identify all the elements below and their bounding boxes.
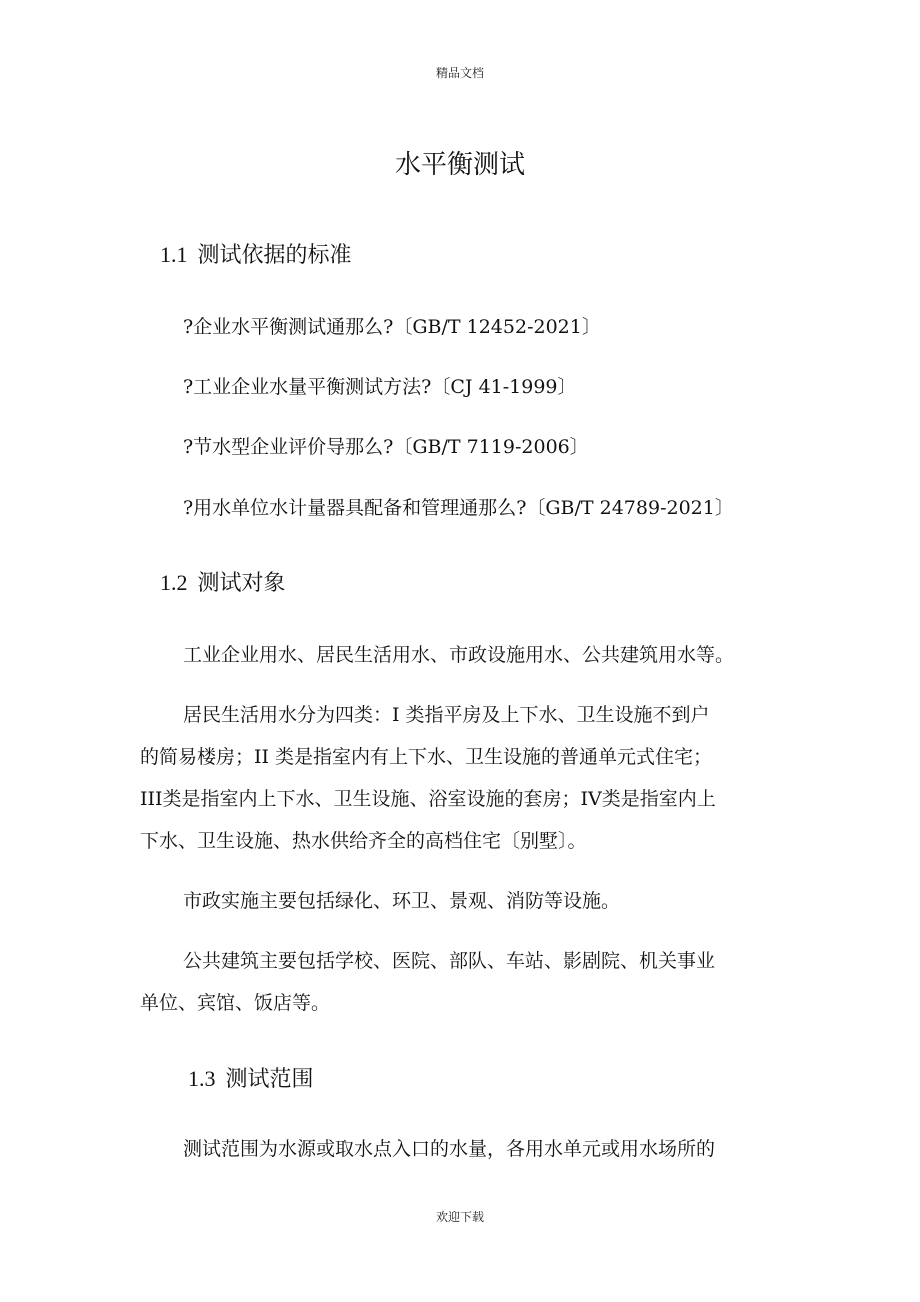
section-number: 1.3 bbox=[188, 1066, 216, 1091]
paragraph-public-line-1: 公共建筑主要包括学校、医院、部队、车站、影剧院、机关事业 bbox=[183, 950, 716, 972]
section-heading-1-3 bbox=[188, 1062, 314, 1093]
section-title: 测试对象 bbox=[197, 571, 286, 596]
standard-item-1: ?企业水平衡测试通那么?〔GB/T 12452-2021〕 bbox=[183, 316, 601, 338]
section-title: 测试范围 bbox=[225, 1067, 314, 1092]
standard-item-2: ?工业企业水量平衡测试方法?〔CJ 41-1999〕 bbox=[183, 376, 577, 398]
document-title: 水平衡测试 bbox=[394, 150, 525, 180]
section-title: 测试依据的标准 bbox=[197, 243, 352, 268]
section-number: 1.1 bbox=[160, 242, 188, 267]
section-heading-1-2 bbox=[160, 566, 286, 597]
paragraph-residential-line-1: 居民生活用水分为四类：I 类指平房及上下水、卫生设施不到户 bbox=[183, 704, 710, 726]
paragraph-objects: 工业企业用水、居民生活用水、市政设施用水、公共建筑用水等。 bbox=[183, 644, 735, 666]
standard-item-4: ?用水单位水计量器具配备和管理通那么?〔GB/T 24789-2021〕 bbox=[183, 497, 734, 519]
page-footer: 欢迎下载 bbox=[435, 1210, 484, 1224]
section-heading-1-1 bbox=[160, 238, 352, 269]
paragraph-residential-line-4: 下水、卫生设施、热水供给齐全的高档住宅〔别墅〕。 bbox=[140, 830, 587, 852]
paragraph-municipal: 市政实施主要包括绿化、环卫、景观、消防等设施。 bbox=[183, 890, 621, 912]
page-header: 精品文档 bbox=[435, 66, 484, 80]
standard-item-3: ?节水型企业评价导那么?〔GB/T 7119-2006〕 bbox=[183, 436, 589, 458]
paragraph-residential-line-2: 的简易楼房；II 类是指室内有上下水、卫生设施的普通单元式住宅； bbox=[140, 746, 713, 768]
section-number: 1.2 bbox=[160, 570, 188, 595]
paragraph-scope: 测试范围为水源或取水点入口的水量，各用水单元或用水场所的 bbox=[183, 1138, 716, 1160]
paragraph-residential-line-3: III类是指室内上下水、卫生设施、浴室设施的套房；IV类是指室内上 bbox=[140, 788, 716, 810]
paragraph-public-line-2: 单位、宾馆、饭店等。 bbox=[140, 992, 331, 1014]
